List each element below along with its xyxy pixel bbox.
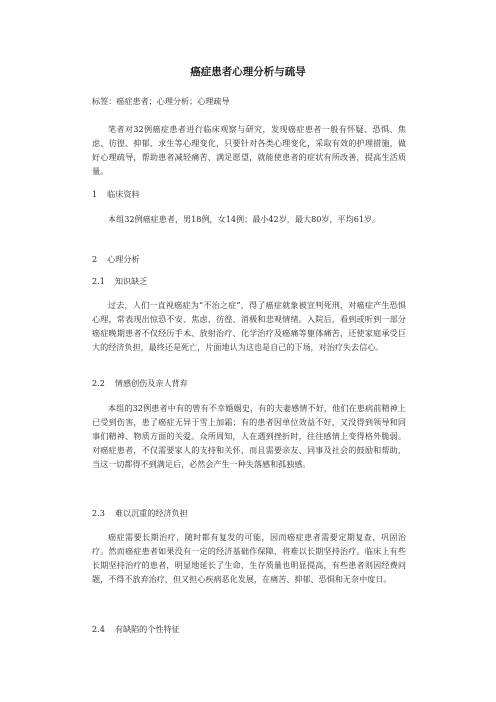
economic-paragraph: 癌症需要长期治疗，随时都有复发的可能，因而癌症患者需要定期复查，巩固治疗。然而癌症患者如果没有一定的经济基础作保障，将难以长期坚持治疗。临床上有些长期坚持治疗的患者，明显地延长了生命，生存质量也明显提高，有些患者则因经费问题，不得不放弃治疗，但又担心疾病恶化发展，在痛苦、抑郁、恐惧和无奈中度日。 — [92, 532, 406, 584]
emotional-paragraph: 本组的32例患者中有的曾有不幸婚姻史，有的夫妻感情不好，他们在患病前精神上已受到伤害，患了癌症无异于雪上加霜；有的患者因单位效益不好，又没得到领导和同事们精神、物质方面的关爱。众所周知，人在遇到挫折时，往往感情上变得格外脆弱。对癌症患者，不仅需要家人的支持和关怀，而且需要亲友、同事及社会的鼓励和帮助，当这一切都得不到满足后，必然会产生一种失落感和孤独感。 — [92, 403, 406, 469]
document-title: 癌症患者心理分析与疏导 — [190, 66, 306, 78]
section-heading-2-3 — [92, 508, 188, 519]
section-number: 2.1 — [92, 276, 105, 286]
section-number: 1 — [92, 189, 98, 199]
section-number: 2.2 — [92, 378, 105, 388]
section-title: 心理分析 — [107, 254, 140, 264]
section-heading-2-1 — [92, 276, 147, 287]
section-heading-2 — [92, 254, 140, 265]
section-number: 2.4 — [92, 624, 105, 634]
section-heading-2-4 — [92, 624, 180, 635]
section-title: 有缺陷的个性特征 — [114, 624, 180, 634]
clinical-paragraph: 本组32例癌症患者，男18例，女14例；最小42岁，最大80岁，平均61岁。 — [108, 214, 381, 224]
section-heading-1 — [92, 189, 140, 200]
section-title: 难以沉重的经济负担 — [114, 508, 188, 518]
knowledge-paragraph: 过去，人们一直视癌症为“不治之症”，得了癌症就象被宣判死刑，对癌症产生恐惧心理，常表现出惊恐不安、焦虑、彷徨、消极和悲观情绪。入院后，看到或听到一部分癌症晚期患者不仅经历手术、放射治疗、化学治疗及癌痛等躯体痛苦，还使家庭承受巨大的经济负担，最终还是死亡，片面地认为这也是自己的下场，对治疗失去信心。 — [92, 300, 406, 352]
section-number: 2.3 — [92, 508, 105, 518]
section-title: 临床资料 — [107, 189, 140, 199]
section-title: 情感创伤及亲人背弃 — [114, 378, 188, 388]
tags-line: 标签：癌症患者；心理分析；心理疏导 — [92, 96, 230, 106]
section-heading-2-2 — [92, 378, 188, 389]
section-number: 2 — [92, 254, 98, 264]
section-title: 知识缺乏 — [114, 276, 148, 286]
abstract-paragraph: 笔者对32例癌症患者进行临床观察与研究，发现癌症患者一般有怀疑、恐惧、焦虑、彷徨、抑郁、求生等心理变化，只要针对各类心理变化，采取有效的护理措施，做好心理疏导，帮助患者减轻痛苦、满足愿望，就能使患者的症状有所改善，提高生活质量。 — [92, 124, 406, 176]
